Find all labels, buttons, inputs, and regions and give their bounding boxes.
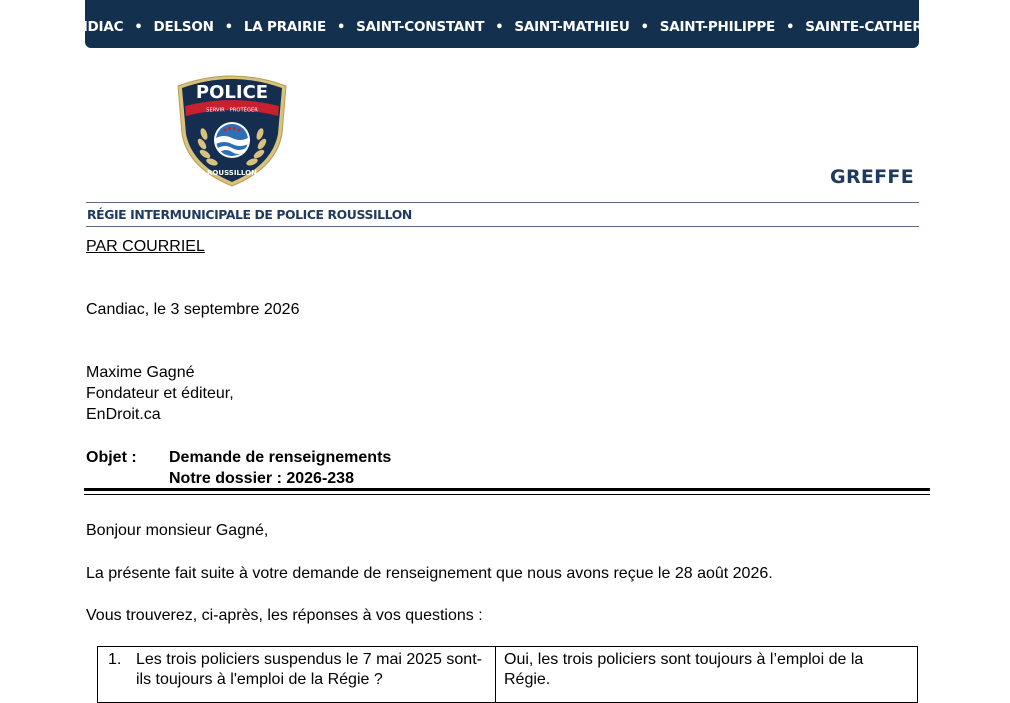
city-name: SAINTE-CATHERINE [805, 19, 948, 35]
question-number: 1. [108, 651, 122, 668]
badge-title: POLICE [195, 82, 269, 103]
organization-name: RÉGIE INTERMUNICIPALE DE POLICE ROUSSILLON [87, 207, 412, 222]
separator-dot: • [786, 19, 795, 35]
municipalities-banner [56, 0, 948, 48]
body-paragraph: La présente fait suite à votre demande de renseignement que nous avons reçue le 28 août 2026. [86, 565, 773, 582]
badge-motto: SERVIR · PROTÉGER [206, 107, 258, 114]
separator-dot: • [337, 19, 346, 35]
recipient-name: Maxime Gagné [86, 364, 195, 381]
separator-dot: • [224, 19, 233, 35]
subject [169, 447, 391, 489]
subject-label: Objet : [86, 449, 137, 466]
table-row [98, 647, 918, 703]
letter-date: Candiac, le 3 septembre 2026 [86, 301, 300, 318]
qa-table [97, 646, 918, 703]
recipient-address [86, 362, 234, 425]
recipient-organization: EnDroit.ca [86, 406, 161, 423]
separator-dot: • [134, 19, 143, 35]
question-text: Les trois policiers suspendus le 7 mai 2025 sont-ils toujours à l'emploi de la Régie ? [136, 651, 482, 688]
separator-dot: • [495, 19, 504, 35]
subject-title: Demande de renseignements [169, 449, 392, 466]
recipient-role: Fondateur et éditeur, [86, 385, 234, 402]
divider [86, 226, 919, 227]
city-name: SAINT-CONSTANT [356, 19, 485, 35]
greeting: Bonjour monsieur Gagné, [86, 522, 269, 539]
body-paragraph: Vous trouverez, ci-après, les réponses à vos questions : [86, 607, 483, 624]
answer-cell: Oui, les trois policiers sont toujours à l’emploi de la Régie. [496, 647, 918, 703]
subject-file-number: Notre dossier : 2026-238 [169, 470, 354, 487]
delivery-method: PAR COURRIEL [86, 238, 205, 255]
city-name: DELSON [153, 19, 214, 35]
question-cell [98, 647, 496, 703]
city-name: CANDIAC [56, 19, 124, 35]
divider [86, 202, 919, 203]
city-name: SAINT-MATHIEU [514, 19, 630, 35]
department-name: GREFFE [830, 166, 914, 188]
police-badge-logo-icon [172, 72, 292, 188]
subject-divider [84, 488, 930, 495]
badge-name: ROUSSILLON [207, 169, 257, 177]
city-name: LA PRAIRIE [243, 19, 327, 35]
separator-dot: • [640, 19, 649, 35]
city-name: SAINT-PHILIPPE [659, 19, 776, 35]
